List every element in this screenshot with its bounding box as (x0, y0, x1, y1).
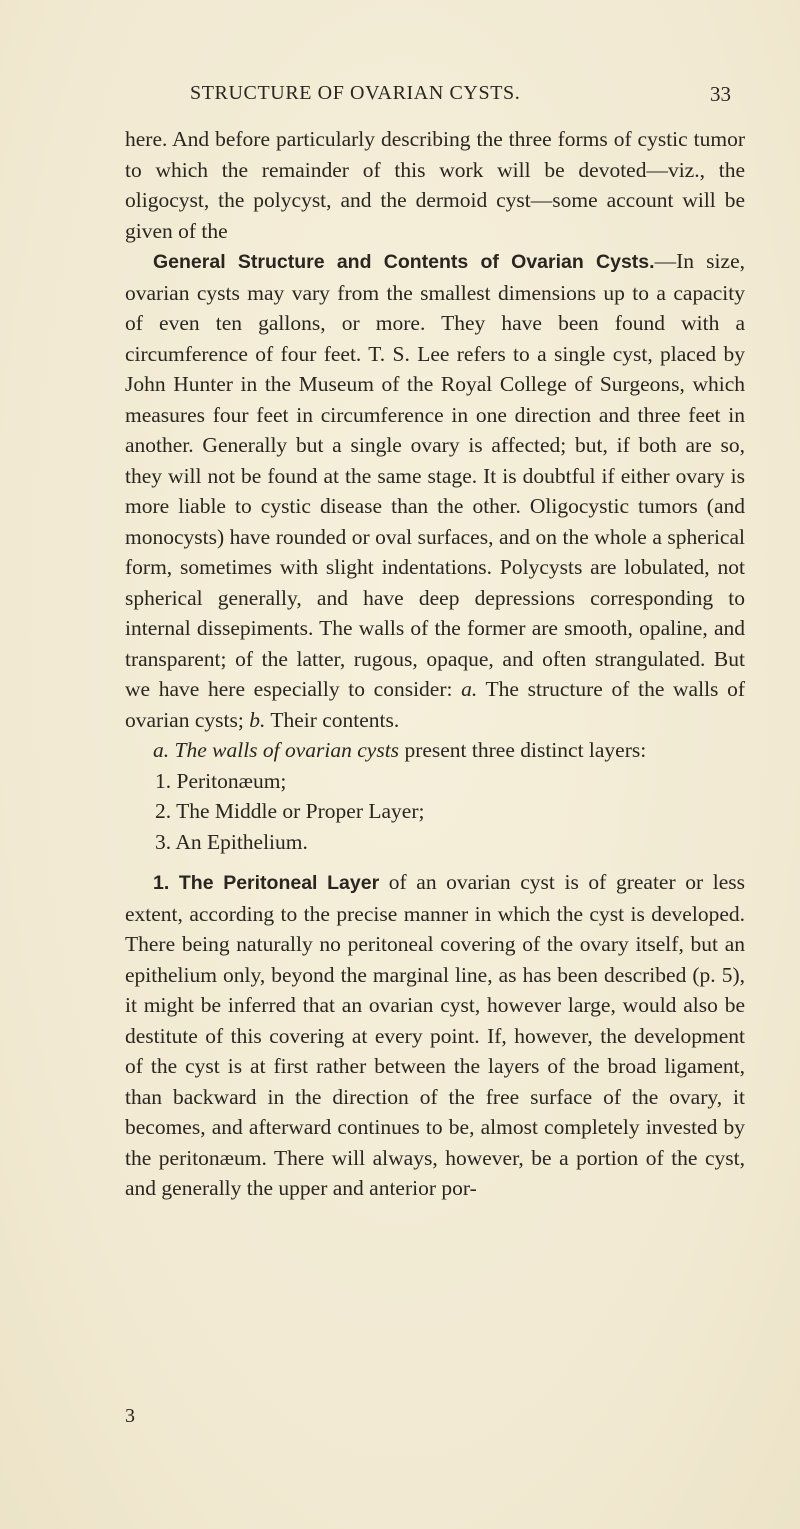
section-heading: General Structure and Contents of Ovarian Cysts. (153, 251, 655, 273)
list-item: 1. Peritonæum; (155, 768, 287, 793)
paragraph-4-text: of an ovarian cyst is of greater or less extent, according to the precise manner in which the cyst is developed. There being naturally no peritoneal covering of the ovary itself, but an epithelium only, beyond the marginal line, as has been described (p. 5), it might be inferred that an ovarian cyst, however large, would also be destitute of this covering at every point. If, however, the development of the cyst is at first rather between the layers of the broad ligament, than backward in the direction of the free surface of the ovary, it becomes, and afterward continues to be, almost completely invested by the peritonæum. There will always, however, be a portion of the cyst, and generally the upper and anterior por- (125, 870, 745, 1200)
item-b-label: b. (249, 707, 266, 732)
paragraph-2-text: —In size, ovarian cysts may vary from the smallest dimensions up to a capacity of even ten gallons, or more. They have been found with a circumference of four feet. T. S. Lee refers to a single cyst, placed by John Hunter in the Museum of the Royal College of Surgeons, which measures four feet in circumference in one direction and three feet in another. Generally but a single ovary is affected; but, if both are so, they will not be found at the same stage. It is doubtful if either ovary is more liable to cystic disease than the other. Oligocystic tumors (and monocysts) have rounded or oval surfaces, and on the whole a spherical form, sometimes with slight indentations. Polycysts are lobulated, not spherical generally, and have deep depressions corresponding to internal dissepiments. The walls of the former are smooth, opaline, and transparent; of the latter, rugous, opaque, and often strangulated. But we have here especially to consider: (125, 249, 745, 701)
body-text (125, 124, 745, 1204)
list-item: 3. An Epithelium. (155, 829, 308, 854)
paragraph-1: here. And before particularly describing the three forms of cystic tumor to which the remainder of this work will be devoted—viz., the oligocyst, the polycyst, and the dermoid cyst—some account will be given of the (125, 127, 745, 243)
paragraph-3-text: present three distinct layers: (399, 738, 647, 762)
paragraph-4 (125, 867, 745, 1204)
page-header (0, 82, 800, 112)
item-b-text: Their contents. (265, 707, 400, 732)
list-item: 2. The Middle or Proper Layer; (155, 799, 425, 823)
signature-mark: 3 (125, 1405, 135, 1427)
paragraph-4-number: 1. (153, 872, 170, 894)
layers-list (125, 766, 745, 858)
page-number: 33 (710, 82, 731, 106)
running-title: STRUCTURE OF OVARIAN CYSTS. (190, 82, 521, 104)
item-a-text: The structure of the walls of ovarian cysts; (125, 677, 745, 732)
paragraph-3 (125, 735, 745, 766)
paragraph-2 (125, 246, 745, 735)
item-a-label: a. (461, 677, 478, 701)
paragraph-3-label: a. (153, 738, 170, 762)
paragraph-3-italic: The walls of ovarian cysts (174, 738, 400, 762)
paragraph-4-heading: The Peritoneal Layer (178, 872, 380, 894)
